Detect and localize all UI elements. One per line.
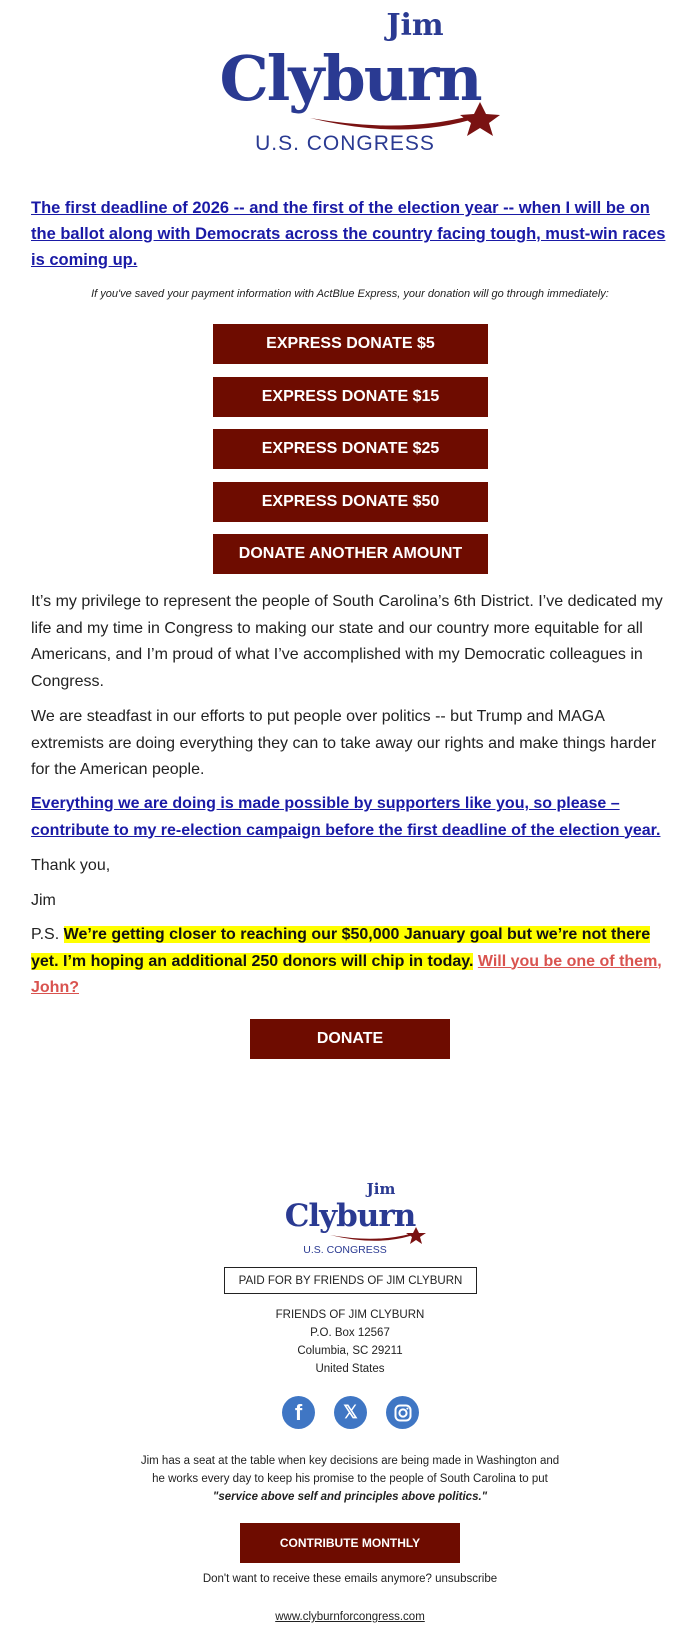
donate-button[interactable]: DONATE bbox=[250, 1019, 450, 1059]
footer-logo: Jim Clyburn U.S. CONGRESS bbox=[270, 1180, 430, 1260]
contribute-monthly-button[interactable]: CONTRIBUTE MONTHLY bbox=[240, 1523, 460, 1563]
body-paragraph-1: It’s my privilege to represent the people of South Carolina’s 6th District. I’ve dedicated my life and my time in Congress to making our state and our country more equitable for all Americans, and I’m proud of what I’ve accomplished with my Democratic colleagues in Congress. bbox=[31, 593, 663, 690]
paid-for-disclaimer: PAID FOR BY FRIENDS OF JIM CLYBURN bbox=[224, 1267, 477, 1294]
star-swoosh-icon bbox=[330, 1226, 430, 1244]
express-donate-25-button[interactable]: EXPRESS DONATE $25 bbox=[213, 429, 488, 469]
instagram-icon[interactable] bbox=[386, 1396, 419, 1429]
ps-paragraph: P.S. We’re getting closer to reaching our $50,000 January goal but we’re not there yet. I’m hoping an additional 250 donors will chip in today. Will you be one of them, John? bbox=[31, 926, 662, 996]
signature: Jim bbox=[31, 892, 56, 909]
x-icon[interactable]: 𝕏 bbox=[334, 1396, 367, 1429]
unsubscribe-link[interactable]: Don't want to receive these emails anymore? unsubscribe bbox=[202, 1573, 498, 1585]
express-note: If you've saved your payment information with ActBlue Express, your donation will go through immediately: bbox=[91, 288, 609, 300]
website-link[interactable]: www.clyburnforcongress.com bbox=[275, 1611, 425, 1623]
express-donate-5-button[interactable]: EXPRESS DONATE $5 bbox=[213, 324, 488, 364]
contribute-link[interactable]: Everything we are doing is made possible by supporters like you, so please – contribute to my re-election campaign before the first deadline of the election year. bbox=[31, 795, 661, 839]
headline-link[interactable]: The first deadline of 2026 -- and the first of the election year -- when I will be on the ballot along with Democrats across the country facing tough, must-win races is coming up. bbox=[31, 199, 666, 269]
express-donate-50-button[interactable]: EXPRESS DONATE $50 bbox=[213, 482, 488, 522]
ps-link[interactable]: Will you be one of them, John? bbox=[31, 952, 662, 996]
donate-another-amount-button[interactable]: DONATE ANOTHER AMOUNT bbox=[213, 534, 488, 574]
express-donate-15-button[interactable]: EXPRESS DONATE $15 bbox=[213, 377, 488, 417]
body-paragraph-2: We are steadfast in our efforts to put people over politics -- but Trump and MAGA extremists are doing everything they can to take away our rights and make things harder for the American people. bbox=[31, 708, 657, 778]
address-block: FRIENDS OF JIM CLYBURN P.O. Box 12567 Columbia, SC 29211 United States bbox=[275, 1309, 425, 1375]
header-logo: Jim Clyburn U.S. CONGRESS bbox=[190, 8, 510, 158]
star-swoosh-icon bbox=[310, 100, 510, 136]
footer-blurb: Jim has a seat at the table when key decisions are being made in Washington and he works every day to keep his promise to the people of South Carolina to put "service above self and principles above politics." bbox=[140, 1455, 560, 1503]
facebook-icon[interactable]: f bbox=[282, 1396, 315, 1429]
thanks-text: Thank you, bbox=[31, 857, 111, 874]
ps-highlight: We’re getting closer to reaching our $50,000 January goal but we’re not there yet. I’m hoping an additional 250 donors will chip in today. bbox=[31, 926, 651, 970]
